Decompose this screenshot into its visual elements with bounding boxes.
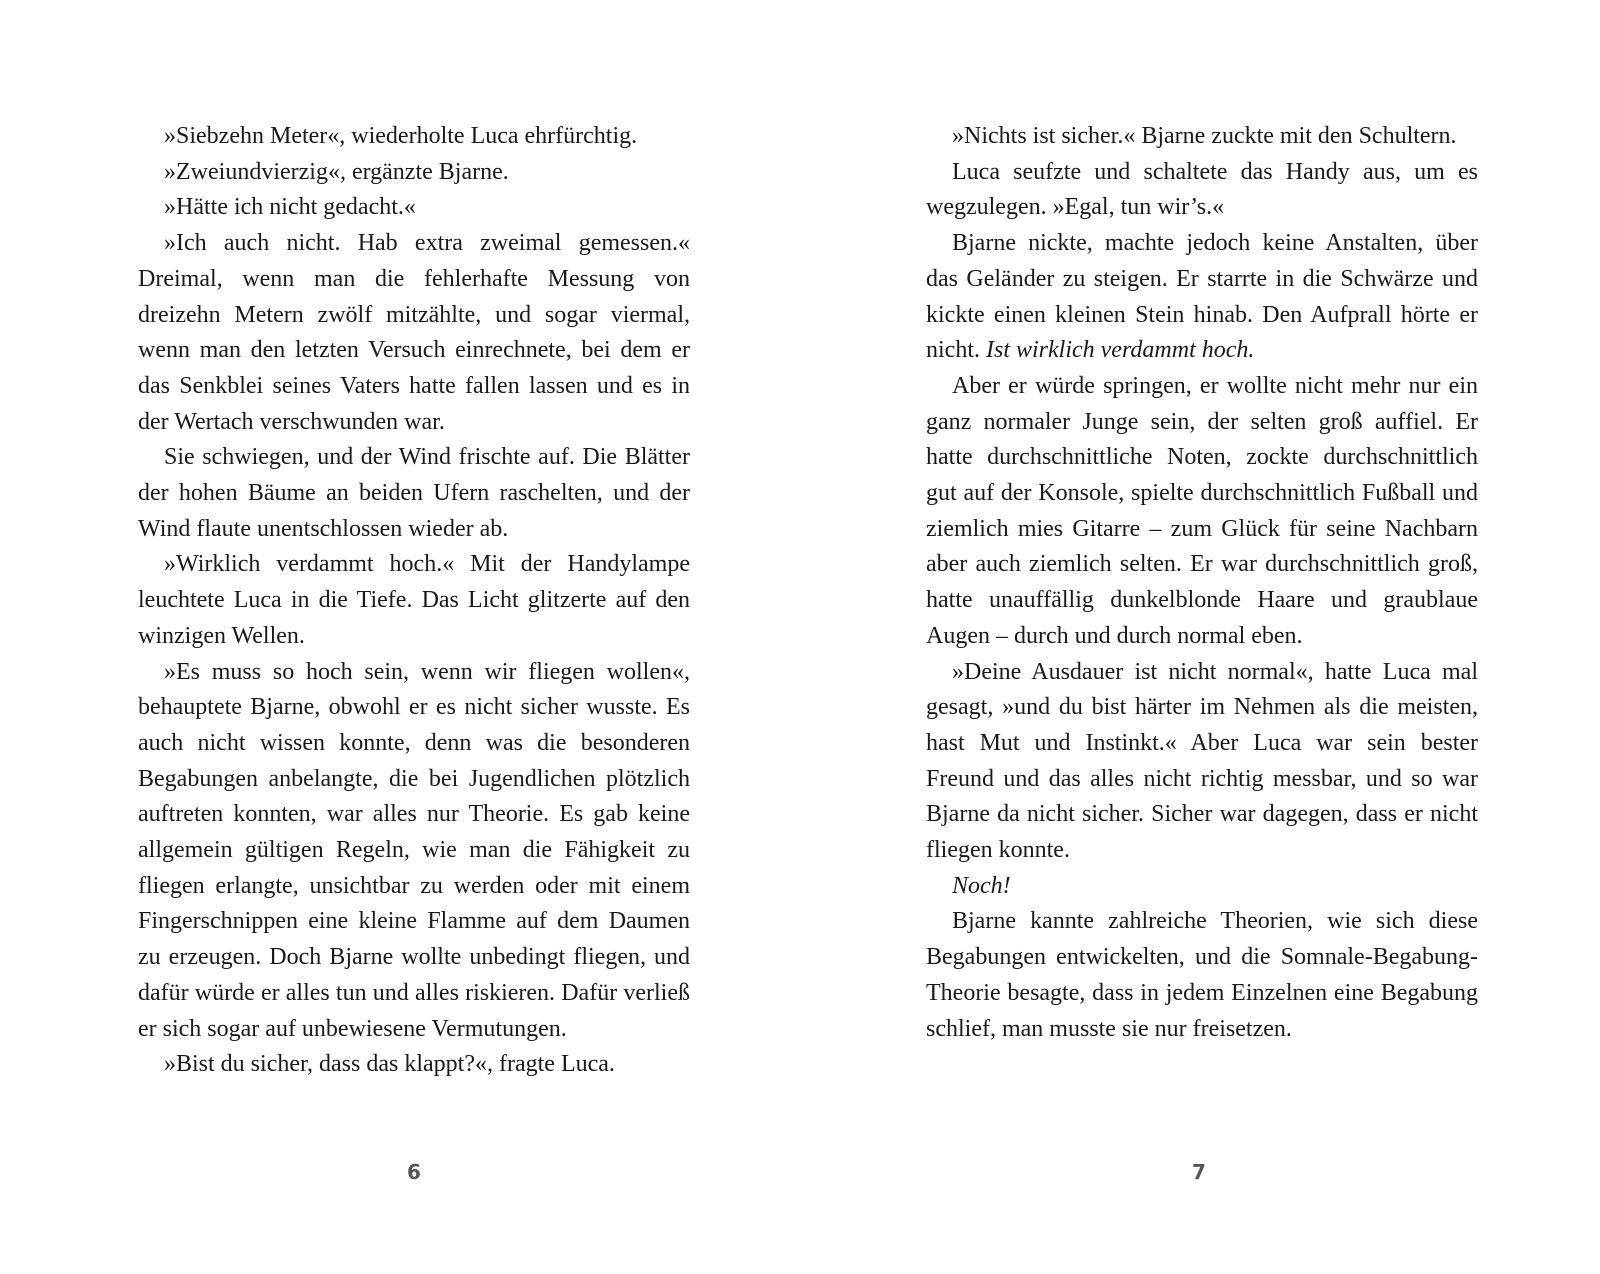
- right-page: [926, 119, 1478, 1047]
- paragraph: »Ich auch nicht. Hab extra zweimal gemessen.« Dreimal, wenn man die fehlerhafte Messung von dreizehn Metern zwölf mitzählte, und sogar viermal, wenn man den letzten Versuch einrechnete, bei dem er das Senkblei seines Vaters hatte fallen lassen und es in der Wertach verschwunden war.: [138, 230, 690, 435]
- paragraph: »Es muss so hoch sein, wenn wir fliegen wollen«, behauptete Bjarne, obwohl er es nicht sicher wusste. Es auch nicht wissen konnte, denn was die besonderen Begabungen anbelangte, die bei Jugendlichen plötzlich auftreten konnten, war alles nur Theorie. Es gab keine allgemein gültigen Regeln, wie man die Fähigkeit zu fliegen erlangte, unsichtbar zu werden oder mit einem Fingerschnippen eine kleine Flamme auf dem Daumen zu erzeugen. Doch Bjarne wollte unbedingt fliegen, und dafür würde er alles tun und alles riskieren. Dafür verließ er sich sogar auf unbewiesene Vermutungen.: [138, 658, 690, 1042]
- page-number-right: 7: [1192, 1160, 1207, 1184]
- paragraph: [926, 869, 1478, 905]
- left-page: [138, 119, 690, 1083]
- paragraph: »Bist du sicher, dass das klappt?«, fragte Luca.: [164, 1051, 615, 1078]
- paragraph: »Deine Ausdauer ist nicht normal«, hatte Luca mal gesagt, »und du bist härter im Nehmen als die meisten, hast Mut und Instinkt.« Aber Luca war sein bester Freund und das alles nicht richtig messbar, und so war Bjarne da nicht sicher. Sicher war dagegen, dass er nicht fliegen konnte.: [926, 658, 1478, 864]
- paragraph: »Zweiundvierzig«, ergänzte Bjarne.: [164, 158, 509, 185]
- page-number-left: 6: [407, 1160, 422, 1184]
- paragraph: Bjarne kannte zahlreiche Theorien, wie sich diese Begabungen entwickelten, und die Somnale-Begabung-Theorie besagte, dass in jedem Einzelnen eine Begabung schlief, man musste sie nur freisetzen.: [926, 908, 1478, 1042]
- italic-exclamation: Noch!: [952, 872, 1011, 899]
- paragraph: »Siebzehn Meter«, wiederholte Luca ehrfürchtig.: [164, 123, 638, 149]
- paragraph: Sie schwiegen, und der Wind frischte auf. Die Blätter der hohen Bäume an beiden Ufern raschelten, und der Wind flaute unentschlossen wieder ab.: [138, 444, 690, 542]
- paragraph-text: Bjarne nickte, machte jedoch keine Anstalten, über das Geländer zu steigen. Er starrte in die Schwärze und kickte einen kleinen Stein hinab. Den Aufprall hörte er nicht.: [926, 230, 1478, 364]
- left-page-text: [138, 119, 690, 1083]
- right-page-text: [926, 119, 1478, 1047]
- paragraph: »Wirklich verdammt hoch.« Mit der Handylampe leuchtete Luca in die Tiefe. Das Licht glitzerte auf den winzigen Wellen.: [138, 551, 690, 649]
- paragraph: »Nichts ist sicher.« Bjarne zuckte mit den Schultern.: [952, 123, 1457, 149]
- paragraph: Luca seufzte und schaltete das Handy aus, um es wegzulegen. »Egal, tun wir’s.«: [926, 158, 1478, 221]
- italic-thought: Ist wirklich verdammt hoch.: [986, 337, 1255, 364]
- paragraph: Aber er würde springen, er wollte nicht mehr nur ein ganz normaler Junge sein, der selten groß auffiel. Er hatte durchschnittliche Noten, zockte durchschnittlich gut auf der Konsole, spielte durchschnittlich Fußball und ziemlich mies Gitarre – zum Glück für seine Nachbarn aber auch ziemlich selten. Er war durchschnittlich groß, hatte unauffällig dunkelblonde Haare und graublaue Augen – durch und durch normal eben.: [926, 372, 1478, 649]
- paragraph: [926, 226, 1478, 369]
- paragraph: »Hätte ich nicht gedacht.«: [164, 194, 416, 221]
